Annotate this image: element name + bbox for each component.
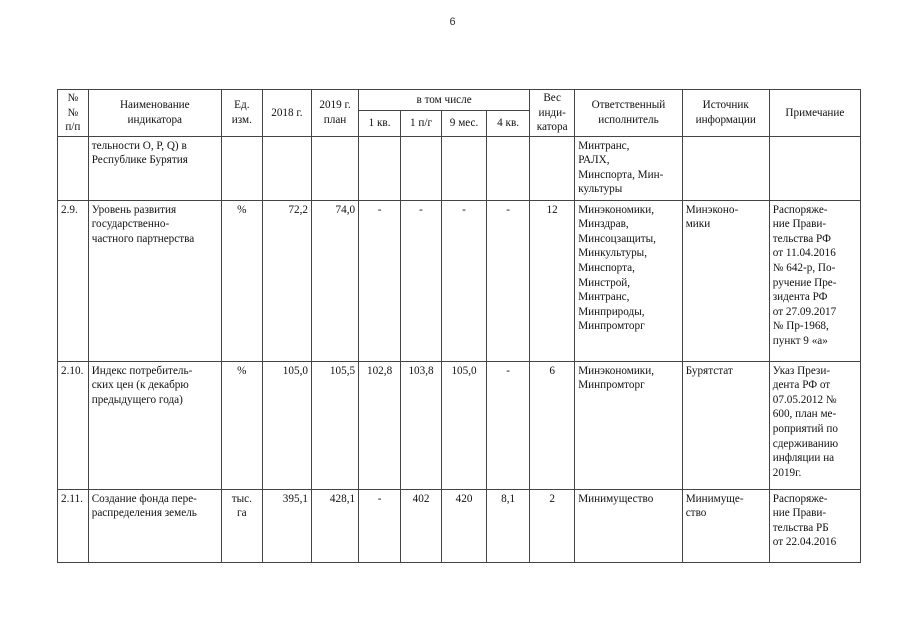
header-q1: 1 кв. xyxy=(359,111,401,136)
cell-unit xyxy=(221,136,262,200)
cell-q4 xyxy=(487,136,530,200)
page-number: 6 xyxy=(449,16,456,28)
cell-source xyxy=(682,136,769,200)
cell-source: Минимуще- ство xyxy=(682,489,769,562)
cell-unit: % xyxy=(221,361,262,489)
cell-2018 xyxy=(262,136,311,200)
header-source: Источник информации xyxy=(682,90,769,137)
cell-2019: 74,0 xyxy=(311,200,358,361)
cell-q1: - xyxy=(359,489,401,562)
header-unit: Ед. изм. xyxy=(221,90,262,137)
table-row xyxy=(58,361,861,489)
header-q4: 4 кв. xyxy=(487,111,530,136)
cell-note: Указ Прези- дента РФ от 07.05.2012 № 600, план ме- роприятий по сдерживанию инфляции на 2019г. xyxy=(769,361,860,489)
cell-responsible: Минэкономики, Минздрав, Минсоцзащиты, Минкультуры, Минспорта, Минстрой, Минтранс, Минприроды, Минпромторг xyxy=(575,200,683,361)
cell-q1 xyxy=(359,136,401,200)
cell-source: Минэконо- мики xyxy=(682,200,769,361)
cell-name: Создание фонда пере- распределения земель xyxy=(88,489,221,562)
cell-name: Индекс потребитель- ских цен (к декабрю предыдущего года) xyxy=(88,361,221,489)
header-h1: 1 п/г xyxy=(401,111,442,136)
cell-q4: - xyxy=(487,200,530,361)
cell-2018: 395,1 xyxy=(262,489,311,562)
cell-9m xyxy=(442,136,487,200)
header-2018: 2018 г. xyxy=(262,90,311,137)
table-row xyxy=(58,200,861,361)
cell-note: Распоряже- ние Прави- тельства РФ от 11.04.2016 № 642-р, По- ручение Пре- зидента РФ от 27.09.2017 № Пр-1968, пункт 9 «а» xyxy=(769,200,860,361)
header-row-top xyxy=(58,90,861,111)
cell-weight: 2 xyxy=(530,489,575,562)
cell-responsible: Минтранс, РАЛХ, Минспорта, Мин- культуры xyxy=(575,136,683,200)
cell-q4: - xyxy=(487,361,530,489)
cell-num: 2.11. xyxy=(58,489,89,562)
cell-responsible: Минимущество xyxy=(575,489,683,562)
cell-num xyxy=(58,136,89,200)
cell-2018: 105,0 xyxy=(262,361,311,489)
cell-2019: 105,5 xyxy=(311,361,358,489)
cell-2019 xyxy=(311,136,358,200)
cell-source: Бурятстат xyxy=(682,361,769,489)
cell-unit: тыс. га xyxy=(221,489,262,562)
cell-9m: 420 xyxy=(442,489,487,562)
header-2019-plan: 2019 г. план xyxy=(311,90,358,137)
cell-q1: - xyxy=(359,200,401,361)
indicators-table xyxy=(57,89,861,563)
header-note: Примечание xyxy=(769,90,860,137)
cell-name: тельности О, Р, Q) в Республике Бурятия xyxy=(88,136,221,200)
cell-weight: 12 xyxy=(530,200,575,361)
cell-num: 2.9. xyxy=(58,200,89,361)
cell-note xyxy=(769,136,860,200)
cell-responsible: Минэкономики, Минпромторг xyxy=(575,361,683,489)
header-responsible: Ответственный исполнитель xyxy=(575,90,683,137)
table-row xyxy=(58,136,861,200)
header-weight: Вес инди- катора xyxy=(530,90,575,137)
cell-2018: 72,2 xyxy=(262,200,311,361)
cell-q1: 102,8 xyxy=(359,361,401,489)
cell-h1: - xyxy=(401,200,442,361)
cell-h1: 103,8 xyxy=(401,361,442,489)
cell-h1: 402 xyxy=(401,489,442,562)
table-row xyxy=(58,489,861,562)
cell-note: Распоряже- ние Прави- тельства РБ от 22.04.2016 xyxy=(769,489,860,562)
cell-weight xyxy=(530,136,575,200)
cell-9m: - xyxy=(442,200,487,361)
cell-9m: 105,0 xyxy=(442,361,487,489)
cell-h1 xyxy=(401,136,442,200)
cell-unit: % xyxy=(221,200,262,361)
header-num: № № п/п xyxy=(58,90,89,137)
cell-num: 2.10. xyxy=(58,361,89,489)
cell-name: Уровень развития государственно- частного партнерства xyxy=(88,200,221,361)
header-including: в том числе xyxy=(359,90,530,111)
header-name: Наименование индикатора xyxy=(88,90,221,137)
cell-q4: 8,1 xyxy=(487,489,530,562)
header-9m: 9 мес. xyxy=(442,111,487,136)
cell-2019: 428,1 xyxy=(311,489,358,562)
cell-weight: 6 xyxy=(530,361,575,489)
